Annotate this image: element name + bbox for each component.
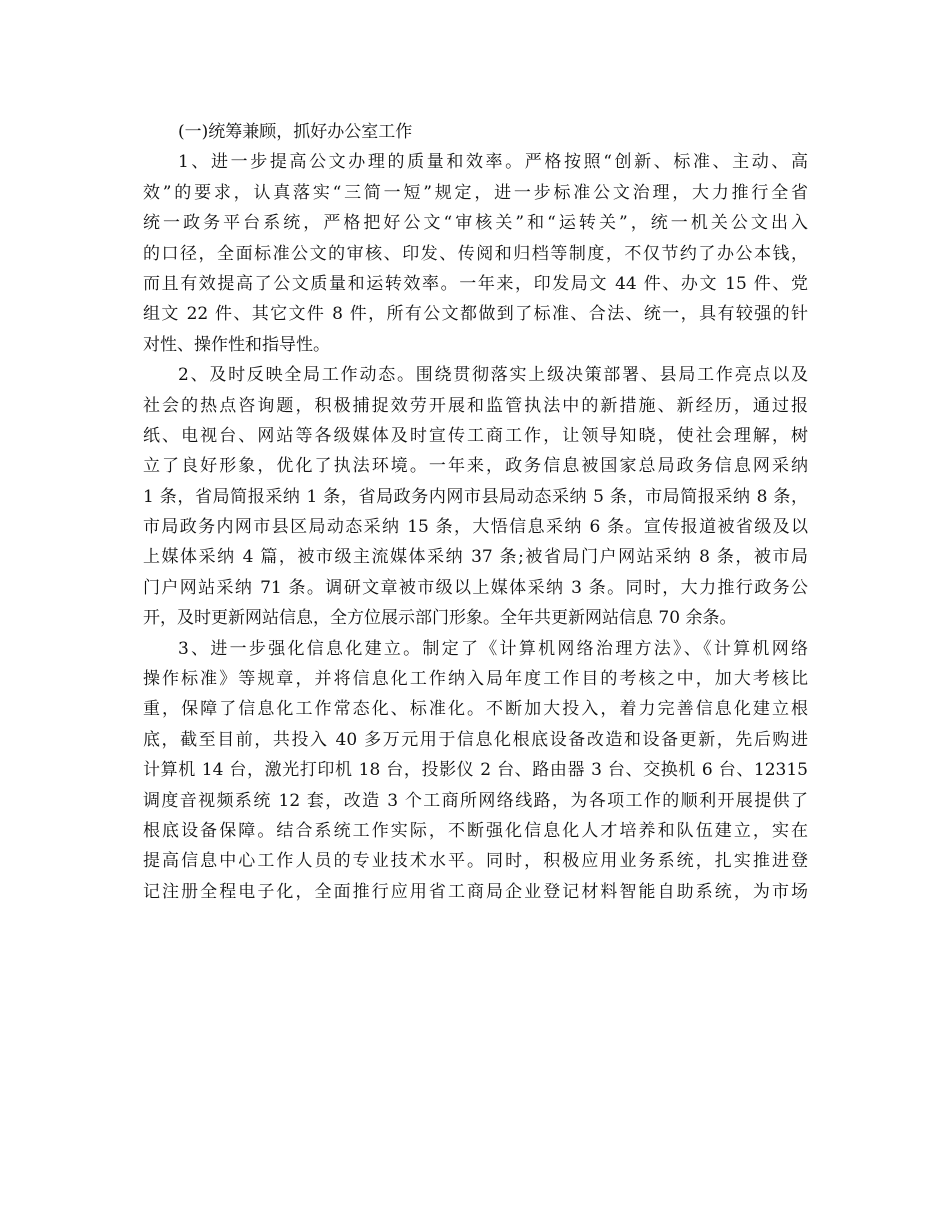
paragraph-line: 记注册全程电子化，全面推行应用省工商局企业登记材料智能自助系统，为市场 xyxy=(143,881,808,902)
paragraph-line: 调度音视频系统 12 套，改造 3 个工商所网络线路，为各项工作的顺利开展提供了 xyxy=(143,790,808,811)
paragraph-line: 社会的热点咨询题，积极捕捉效劳开展和监管执法中的新措施、新经历，通过报 xyxy=(143,395,808,416)
paragraph-line: 根底设备保障。结合系统工作实际，不断强化信息化人才培养和队伍建立，实在 xyxy=(143,820,808,841)
paragraph-line: 底，截至目前，共投入 40 多万元用于信息化根底设备改造和设备更新，先后购进 xyxy=(143,729,808,750)
paragraph-line: 统一政务平台系统，严格把好公文“审核关”和“运转关”，统一机关公文出入 xyxy=(143,213,808,234)
paragraph-line: 门户网站采纳 71 条。调研文章被市级以上媒体采纳 3 条。同时，大力推行政务公 xyxy=(143,577,808,598)
paragraph-line: 效”的要求，认真落实“三简一短”规定，进一步标准公文治理，大力推行全省 xyxy=(143,182,808,203)
paragraph-2 xyxy=(143,360,808,634)
paragraph-line: 上媒体采纳 4 篇，被市级主流媒体采纳 37 条;被省局门户网站采纳 8 条，被市局 xyxy=(143,547,808,568)
paragraph-line: 开，及时更新网站信息，全方位展示部门形象。全年共更新网站信息 70 余条。 xyxy=(143,608,737,629)
paragraph-line: 3、进一步强化信息化建立。制定了《计算机网络治理方法》、《计算机网络 xyxy=(178,638,808,659)
paragraph-3 xyxy=(143,634,808,908)
paragraph-line: 重，保障了信息化工作常态化、标准化。不断加大投入，着力完善信息化建立根 xyxy=(143,699,808,720)
paragraph-line: 纸、电视台、网站等各级媒体及时宣传工商工作，让领导知晓，使社会理解，树 xyxy=(143,425,808,446)
section-heading xyxy=(143,117,808,147)
paragraph-line: 2、及时反映全局工作动态。围绕贯彻落实上级决策部署、县局工作亮点以及 xyxy=(178,365,808,386)
paragraph-line: 而且有效提高了公文质量和运转效率。一年来，印发局文 44 件、办文 15 件、党 xyxy=(143,273,808,294)
paragraph-1 xyxy=(143,147,808,360)
paragraph-line: 提高信息中心工作人员的专业技术水平。同时，积极应用业务系统，扎实推进登 xyxy=(143,851,808,872)
document-body xyxy=(143,117,808,907)
paragraph-line: 组文 22 件、其它文件 8 件，所有公文都做到了标准、合法、统一，具有较强的针 xyxy=(143,304,808,325)
paragraph-line: 的口径，全面标准公文的审核、印发、传阅和归档等制度，不仅节约了办公本钱， xyxy=(143,243,808,264)
paragraph-line: 1 条，省局简报采纳 1 条，省局政务内网市县局动态采纳 5 条，市局简报采纳 8 条， xyxy=(143,486,808,507)
paragraph-line: 对性、操作性和指导性。 xyxy=(143,334,330,355)
heading-text: (一)统筹兼顾，抓好办公室工作 xyxy=(178,122,413,142)
paragraph-line: 计算机 14 台，激光打印机 18 台，投影仪 2 台、路由器 3 台、交换机 6 台、12315 xyxy=(143,760,808,781)
paragraph-line: 市局政务内网市县区局动态采纳 15 条，大悟信息采纳 6 条。宣传报道被省级及以 xyxy=(143,517,808,538)
paragraph-line: 操作标准》等规章，并将信息化工作纳入局年度工作目的考核之中，加大考核比 xyxy=(143,669,808,690)
paragraph-line: 1、进一步提高公文办理的质量和效率。严格按照“创新、标准、主动、高 xyxy=(178,152,808,173)
paragraph-line: 立了良好形象，优化了执法环境。一年来，政务信息被国家总局政务信息网采纳 xyxy=(143,456,808,477)
